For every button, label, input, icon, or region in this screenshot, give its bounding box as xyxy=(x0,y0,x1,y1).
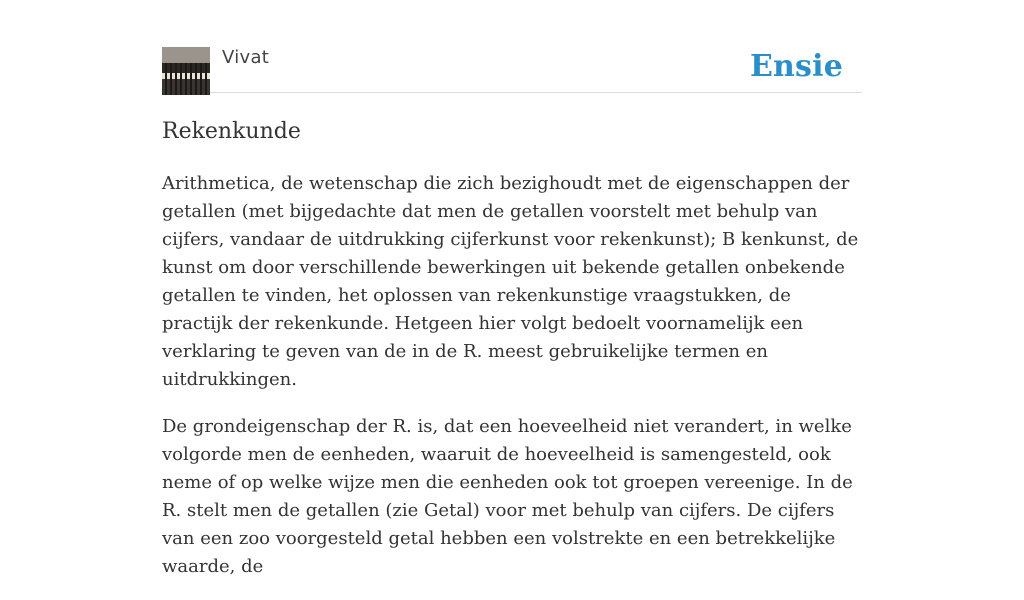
typewriter-keys-icon xyxy=(162,47,210,95)
author-name[interactable]: Vivat xyxy=(222,47,270,68)
brand-logo[interactable]: Ensie xyxy=(749,49,843,84)
header xyxy=(162,46,862,93)
page xyxy=(162,46,862,600)
article-paragraph-2: De grondeigenschap der R. is, dat een hoeveelheid niet verandert, in welke volgorde men de eenheden, waaruit de hoeveelheid is samengesteld, ook neme of op welke wijze men die eenheden ook tot groepen vereenige. In de R. stelt men de getallen (zie Getal) voor met behulp van cijfers. De cijfers van een zoo voorgesteld getal hebben een volstrekte en een betrekkelijke waarde, de xyxy=(162,416,853,577)
article-title: Rekenkunde xyxy=(162,119,301,144)
author-avatar[interactable] xyxy=(162,47,210,95)
article-paragraph-1: Arithmetica, de wetenschap die zich bezighoudt met de eigenschappen der getallen (met bijgedachte dat men de getallen voorstelt met behulp van cijfers, vandaar de uitdrukking cijferkunst voor rekenkunst); B kenkunst, de kunst om door verschillende bewerkingen uit bekende getallen onbekende getallen te vinden, het oplossen van rekenkunstige vraagstukken, de practijk der rekenkunde. Hetgeen hier volgt bedoelt voornamelijk een verklaring te geven van de in de R. meest gebruikelijke termen en uitdrukkingen. xyxy=(162,173,859,390)
article-body xyxy=(162,170,862,581)
